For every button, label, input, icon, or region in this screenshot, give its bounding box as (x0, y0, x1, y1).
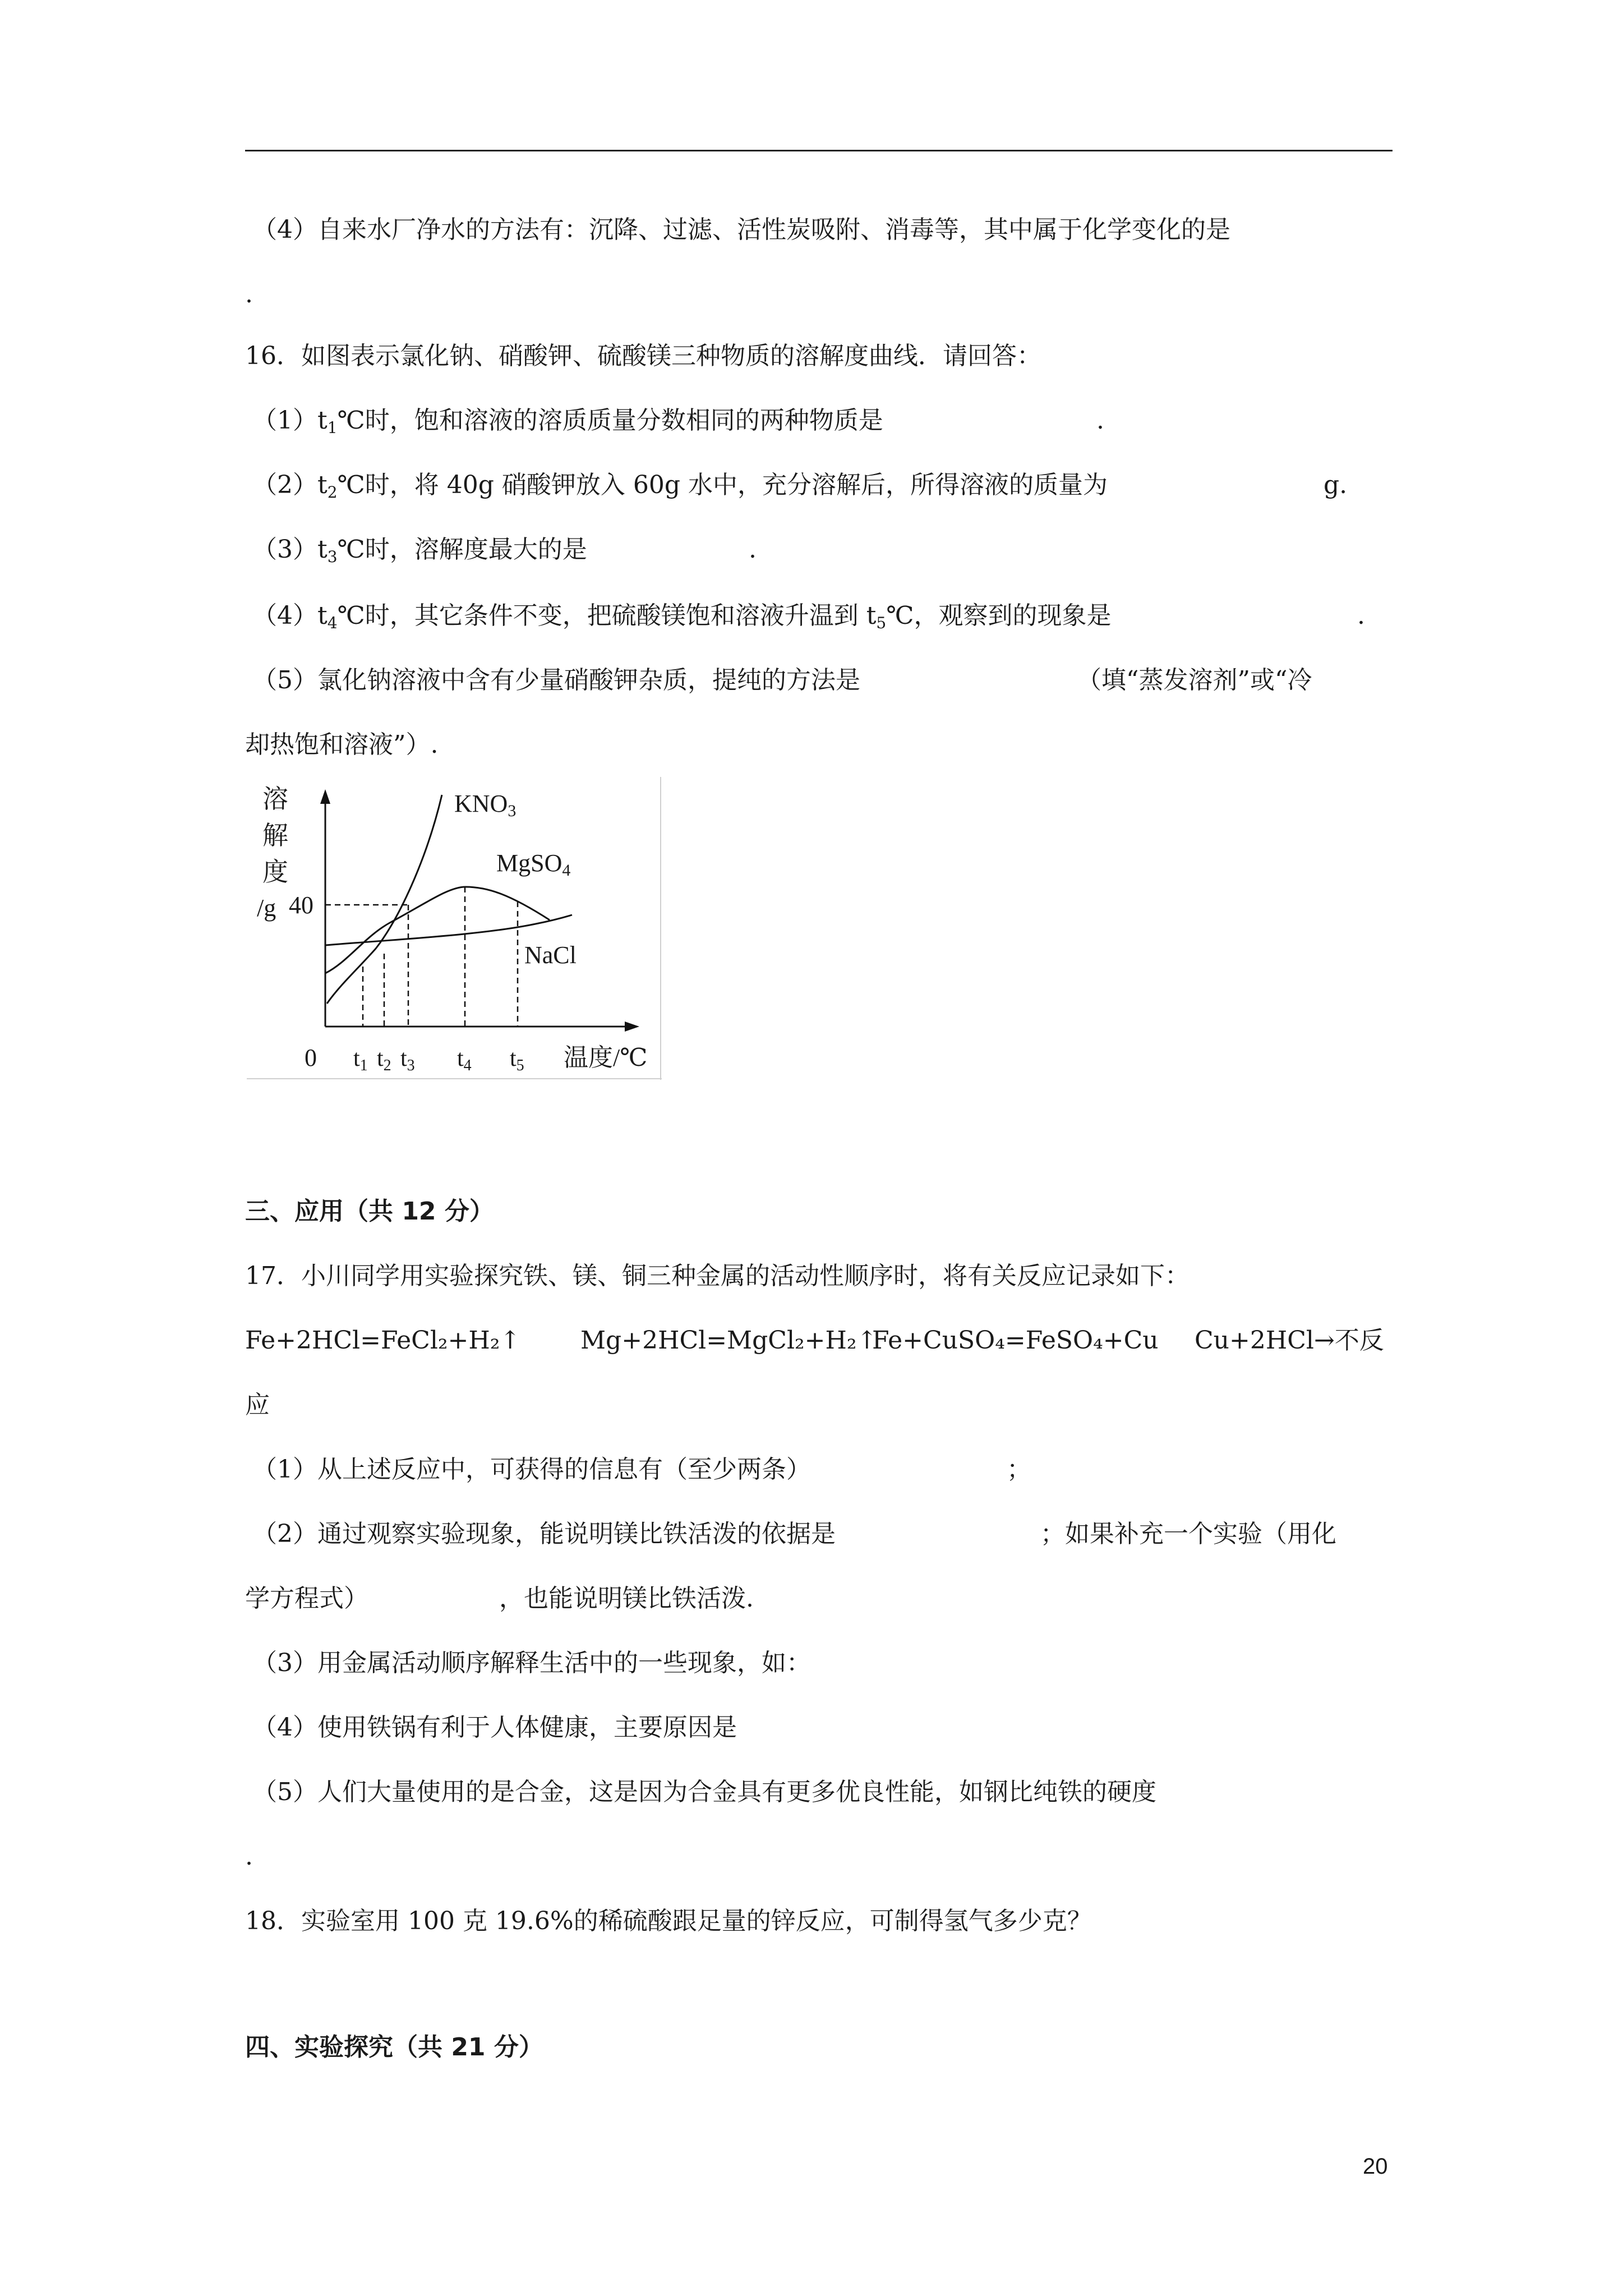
section4-title: 四、实验探究（共 21 分） (245, 2033, 543, 2062)
q17-item2-c: 学方程式） (245, 1584, 368, 1613)
q16-item5-cont: 却热饱和溶液”）. (245, 730, 439, 759)
series-label-kno3: KNO3 (454, 790, 517, 820)
q16-item3: $(3)t_3℃$时，溶解度最大的是 (252, 535, 587, 566)
q16-item1-end: . (1096, 406, 1104, 435)
x-origin-label: 0 (305, 1044, 317, 1071)
kno3-subscript: 3 (508, 802, 517, 820)
t3-subscript: 3 (407, 1057, 415, 1074)
x-tick-t4: t4 (457, 1046, 472, 1074)
x-tick-t1: t1 (353, 1046, 368, 1074)
section3-title: 三、应用（共 12 分） (245, 1197, 494, 1226)
q16-item4: $(4)t_4℃$时，其它条件不变，把硫酸镁饱和溶液升温到 $t_5℃$，观察到的现象是 (252, 601, 1112, 632)
q16-item3-end: . (749, 535, 757, 564)
q17-stem: 17．小川同学用实验探究铁、镁、铜三种金属的活动性顺序时，将有关反应记录如下： (245, 1262, 1189, 1290)
q17-item2-b: ；如果补充一个实验（用化 (1040, 1520, 1336, 1548)
t5-subscript: 5 (516, 1057, 524, 1074)
q17-item2-d: ，也能说明镁比铁活泼. (499, 1584, 754, 1613)
q16-item1: $(1)t_1℃$时，饱和溶液的溶质质量分数相同的两种物质是 (252, 406, 883, 437)
x-axis-label: 温度/℃ (564, 1044, 648, 1071)
q16-item5: （5）氯化钠溶液中含有少量硝酸钾杂质，提纯的方法是 (252, 666, 860, 694)
mgso4-subscript: 4 (562, 861, 571, 880)
series-label-mgso4: MgSO4 (496, 849, 571, 880)
q16-item2: $(2)t_2℃$时，将 40g 硝酸钾放入 60g 水中，充分溶解后，所得溶液的质量为 (252, 471, 1108, 501)
q16-item4-end: . (1357, 601, 1365, 630)
y-tick-40: 40 (289, 891, 313, 919)
q16-item2-end: g. (1324, 471, 1348, 499)
t1-subscript: 1 (359, 1057, 368, 1074)
y-label-char-4: /g (257, 894, 276, 922)
page-number: 20 (1363, 2154, 1388, 2179)
t4-subscript: 4 (463, 1057, 472, 1074)
q17-item3: （3）用金属活动顺序解释生活中的一些现象，如： (252, 1649, 811, 1677)
q17-eq1: Fe+2HCl=FeCl₂+H₂↑ (245, 1326, 521, 1355)
q16-stem: 16．如图表示氯化钠、硝酸钾、硫酸镁三种物质的溶解度曲线．请回答： (245, 342, 1041, 370)
solubility-chart (247, 777, 662, 1080)
q17-item1-end: ； (1007, 1455, 1031, 1484)
q15-item4-end: . (245, 280, 253, 309)
q15-item4: （4）自来水厂净水的方法有：沉降、过滤、活性炭吸附、消毒等，其中属于化学变化的是 (252, 215, 1230, 244)
q18-stem: 18．实验室用 100 克 19.6%的稀硫酸跟足量的锌反应，可制得氢气多少克？ (245, 1907, 1092, 1935)
chart-background (247, 777, 662, 1080)
q17-eq2: Mg+2HCl=MgCl₂+H₂↑ (580, 1326, 878, 1355)
x-tick-t5: t5 (510, 1046, 524, 1074)
x-tick-t2: t2 (377, 1046, 391, 1074)
q17-eq3: Fe+CuSO₄=FeSO₄+Cu (872, 1326, 1159, 1355)
q17-item2: （2）通过观察实验现象，能说明镁比铁活泼的依据是 (252, 1520, 836, 1548)
q17-item5: （5）人们大量使用的是合金，这是因为合金具有更多优良性能，如钢比纯铁的硬度 (252, 1778, 1156, 1806)
x-tick-t3: t3 (400, 1046, 415, 1074)
t2-subscript: 2 (383, 1057, 391, 1074)
q17-item5-end: . (245, 1842, 253, 1871)
y-label-char-1: 溶 (262, 785, 288, 813)
q17-item4: （4）使用铁锅有利于人体健康，主要原因是 (252, 1713, 737, 1742)
q16-item5-note: （填“蒸发溶剂”或“冷 (1077, 666, 1312, 694)
q17-eq4-cont: 应 (245, 1391, 270, 1419)
header-rule (245, 150, 1393, 151)
q17-eq4: Cu+2HCl→不反 (1195, 1326, 1384, 1355)
y-label-char-2: 解 (262, 821, 288, 850)
y-label-char-3: 度 (262, 858, 288, 886)
series-label-nacl: NaCl (524, 941, 577, 969)
q17-item1: （1）从上述反应中，可获得的信息有（至少两条） (252, 1455, 811, 1484)
